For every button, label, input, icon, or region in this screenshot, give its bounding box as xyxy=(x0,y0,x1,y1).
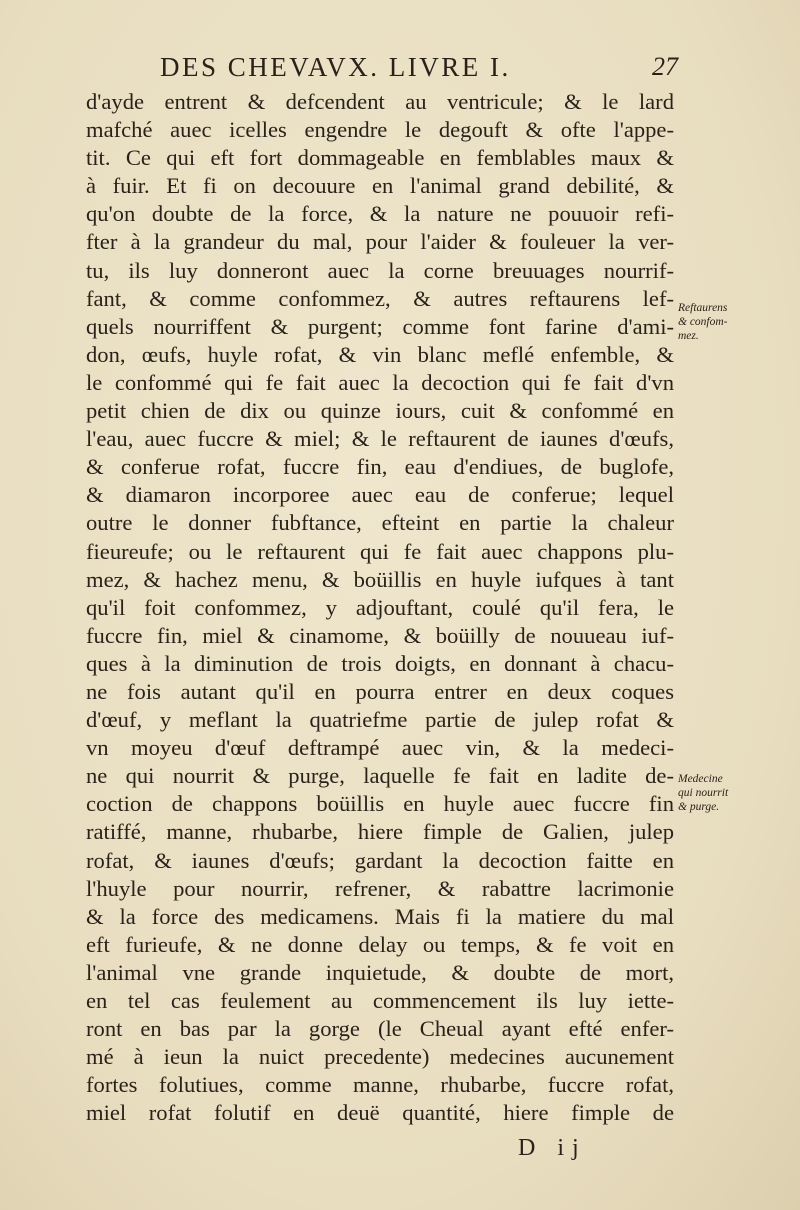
margin-note-line: mez. xyxy=(678,330,699,342)
text-line: d'ayde entrent & defcendent au ventricule; & le lard xyxy=(86,89,674,114)
text-line: tu, ils luy donneront auec la corne breuuages nourrif- xyxy=(86,257,674,283)
text-line: don, œufs, huyle rofat, & vin blanc meflé enfemble, & xyxy=(86,341,674,367)
text-line: mez, & hachez menu, & boüillis en huyle iufques à tant xyxy=(86,566,674,592)
text-line: & diamaron incorporee auec eau de conferue; lequel xyxy=(86,482,674,508)
text-line: l'huyle pour nourrir, refrener, & rabattre lacrimonie xyxy=(86,875,674,901)
text-line: d'œuf, y meflant la quatriefme partie de julep rofat & xyxy=(86,707,674,733)
text-line: fter à la grandeur du mal, pour l'aider & fouleuer la ver- xyxy=(86,229,674,255)
page-header xyxy=(88,52,680,88)
page-number: 27 xyxy=(652,52,678,81)
text-line: fuccre fin, miel & cinamome, & boüilly de nouueau iuf- xyxy=(86,622,674,648)
text-line: outre le donner fubftance, efteint en partie la chaleur xyxy=(86,510,674,536)
text-line: fant, & comme confommez, & autres reftaurens lef- xyxy=(86,285,674,311)
margin-note-medecine xyxy=(678,772,798,814)
margin-note-line: Reftaurens xyxy=(678,302,728,314)
text-line: ne qui nourrit & purge, laquelle fe fait en ladite de- xyxy=(86,763,674,789)
text-line: ques à la diminution de trois doigts, en donnant à chacu- xyxy=(86,650,674,676)
margin-note-line: qui nourrit xyxy=(678,787,729,799)
text-line: coction de chappons boüillis en huyle auec fuccre fin xyxy=(86,791,674,817)
text-line: miel rofat folutif en deuë quantité, hiere fimple de xyxy=(86,1100,674,1126)
text-line: ratiffé, manne, rhubarbe, hiere fimple de Galien, julep xyxy=(86,819,674,845)
running-title: DES CHEVAVX. LIVRE I. xyxy=(160,52,511,82)
text-line: eft furieufe, & ne donne delay ou temps, & fe voit en xyxy=(86,931,674,957)
text-line: tit. Ce qui eft fort dommageable en femblables maux & xyxy=(86,145,674,171)
margin-note-line: Medecine xyxy=(678,773,723,785)
text-line: mafché auec icelles engendre le degouft & ofte l'appe- xyxy=(86,117,674,143)
text-line: & la force des medicamens. Mais fi la matiere du mal xyxy=(86,903,674,929)
signature-mark: D ij xyxy=(518,1135,587,1161)
text-line: mé à ieun la nuict precedente) medecines aucunement xyxy=(86,1044,674,1070)
text-line: petit chien de dix ou quinze iours, cuit & confommé en xyxy=(86,398,674,424)
text-line: le confommé qui fe fait auec la decoction qui fe fait d'vn xyxy=(86,369,674,395)
text-line: ne fois autant qu'il en pourra entrer en deux coques xyxy=(86,678,674,704)
text-line: quels nourriffent & purgent; comme font farine d'ami- xyxy=(86,313,674,339)
text-line: vn moyeu d'œuf deftrampé auec vin, & la medeci- xyxy=(86,735,674,761)
text-line: fortes folutiues, comme manne, rhubarbe, fuccre rofat, xyxy=(86,1072,674,1098)
text-line: fieureufe; ou le reftaurent qui fe fait auec chappons plu- xyxy=(86,538,674,564)
text-line: & conferue rofat, fuccre fin, eau d'endiues, de buglofe, xyxy=(86,454,674,480)
margin-note-line: & purge. xyxy=(678,801,720,813)
margin-note-restaurens xyxy=(678,301,798,343)
text-line: en tel cas feulement au commencement ils luy iette- xyxy=(86,988,674,1013)
margin-note-line: & confom- xyxy=(678,316,728,328)
text-line: ront en bas par la gorge (le Cheual ayant efté enfer- xyxy=(86,1016,674,1042)
text-line: qu'il foit confommez, y adjouftant, coulé qu'il fera, le xyxy=(86,594,674,620)
text-line: rofat, & iaunes d'œufs; gardant la decoction faitte en xyxy=(86,847,674,873)
text-line: qu'on doubte de la force, & la nature ne pouuoir refi- xyxy=(86,201,674,227)
text-line: à fuir. Et fi on decouure en l'animal grand debilité, & xyxy=(86,173,674,199)
body-text xyxy=(86,88,674,1127)
text-line: l'animal vne grande inquietude, & doubte de mort, xyxy=(86,959,674,985)
text-line: l'eau, auec fuccre & miel; & le reftaurent de iaunes d'œufs, xyxy=(86,426,674,452)
